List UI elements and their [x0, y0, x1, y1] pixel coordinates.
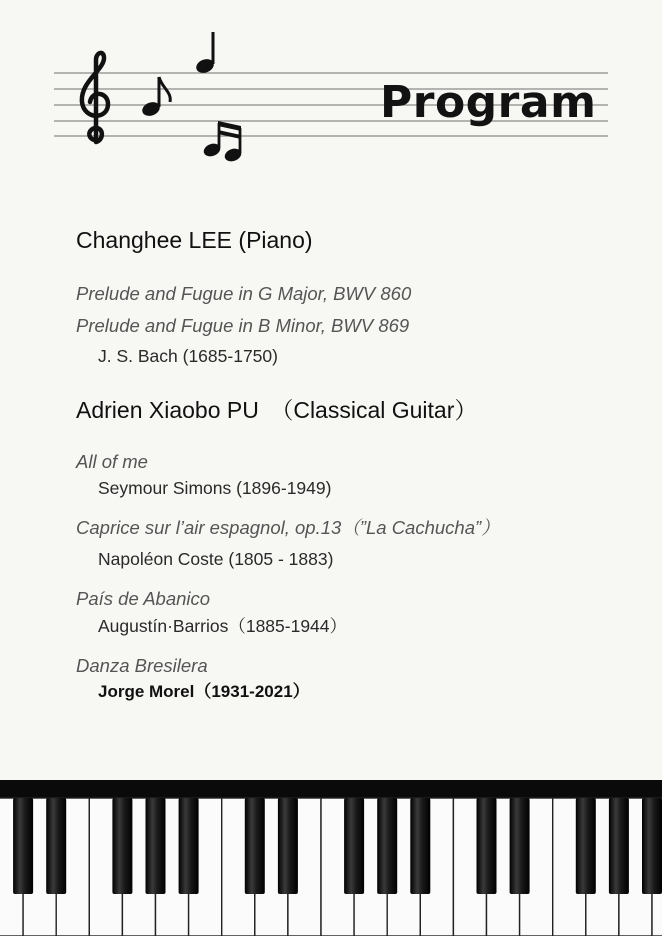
composer-name: Seymour Simons (1896-1949) [98, 478, 332, 498]
black-key [576, 798, 596, 894]
black-key [278, 798, 298, 894]
black-key [410, 798, 430, 894]
black-key [112, 798, 132, 894]
black-key [609, 798, 629, 894]
composer-name: Napoléon Coste (1805 - 1883) [98, 549, 334, 569]
black-key [46, 798, 66, 894]
eighth-note-icon [140, 77, 170, 118]
beamed-sixteenth-notes-icon [202, 121, 243, 164]
black-key [510, 798, 530, 894]
treble-clef-icon [82, 53, 108, 142]
work-title: Caprice sur l’air espagnol, op.13（”La Cachucha”） [76, 517, 500, 538]
black-key [642, 798, 662, 894]
work-title: Danza Bresilera [76, 655, 208, 676]
composer-name: Augustín·Barrios（1885-1944） [98, 616, 348, 636]
work-title: Prelude and Fugue in B Minor, BWV 869 [76, 315, 410, 336]
composer-name: J. S. Bach (1685-1750) [98, 346, 278, 366]
black-key [179, 798, 199, 894]
composer-name: Jorge Morel（1931-2021） [98, 682, 310, 701]
black-key [13, 798, 33, 894]
work-title: País de Abanico [76, 588, 211, 609]
black-key [146, 798, 166, 894]
black-key [477, 798, 497, 894]
work-title: All of me [76, 451, 148, 472]
work-title: Prelude and Fugue in G Major, BWV 860 [76, 283, 412, 304]
quarter-note-icon [194, 32, 215, 75]
performer-name: Adrien Xiaobo PU （Classical Guitar） [76, 397, 478, 423]
black-key [344, 798, 364, 894]
black-key [245, 798, 265, 894]
black-key [377, 798, 397, 894]
performer-name: Changhee LEE (Piano) [76, 227, 313, 253]
piano-keys-icon [0, 780, 662, 936]
piano-top-bar [0, 780, 662, 798]
page-title: Program [380, 77, 597, 128]
